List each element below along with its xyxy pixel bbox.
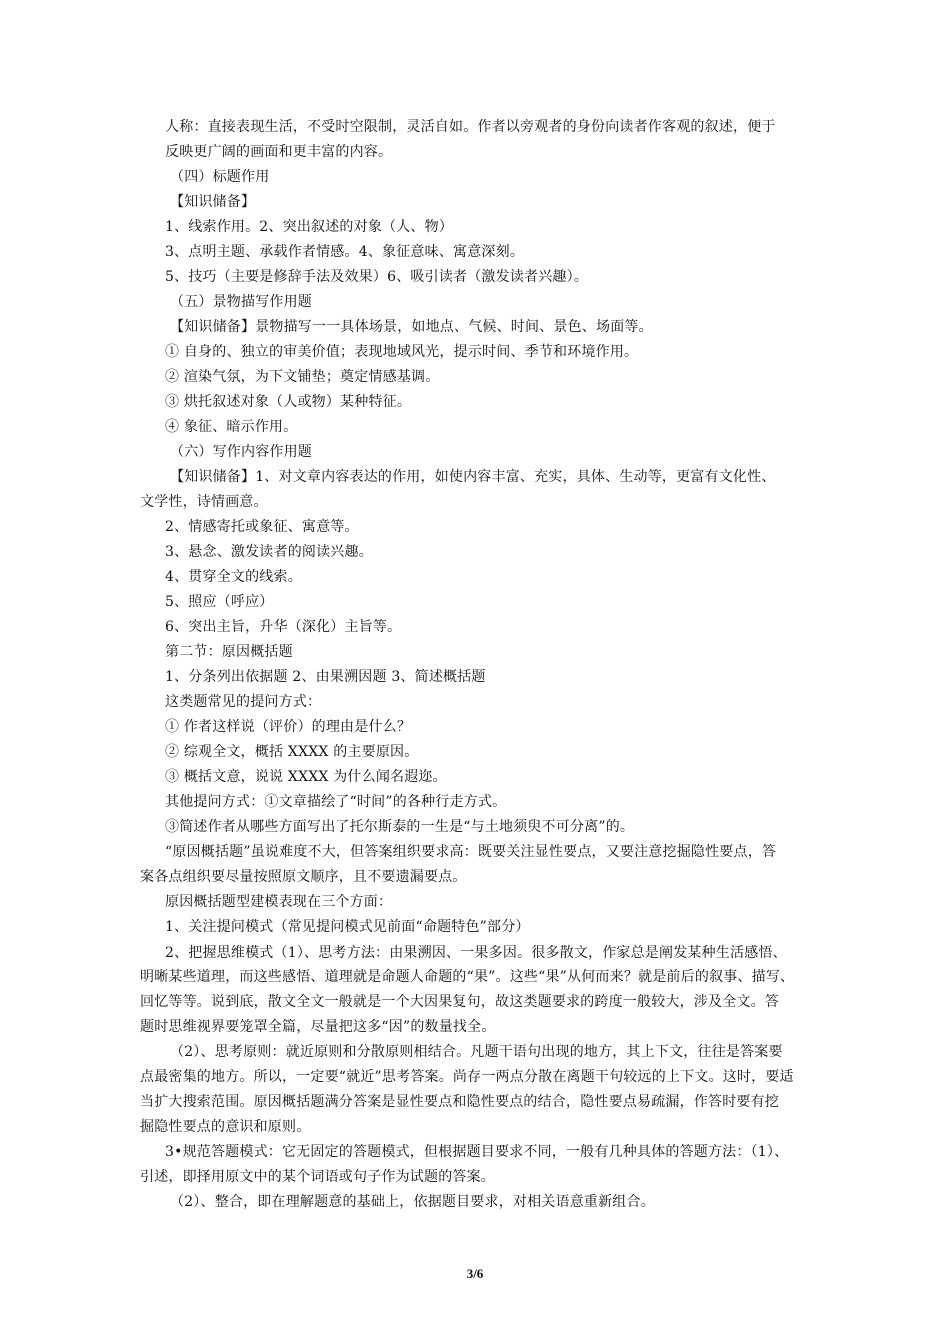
text-line: 回忆等等。说到底，散文全文一般就是一个大因果复句，故这类题要求的跨度一般较大，涉及全文。答 <box>140 994 779 1010</box>
text-line: （2）、思考原则：就近原则和分散原则相结合。凡题干语句出现的地方，其上下文，往往是答案要 <box>170 1044 783 1060</box>
text-line: 明晰某些道理，而这些感悟、道理就是命题人命题的“果”。这些“果”从何而来？就是前后的叙事、描写、 <box>140 969 795 985</box>
text-line: 第二节：原因概括题 <box>165 644 293 660</box>
text-line: 5、照应（呼应） <box>165 594 274 610</box>
text-line: 3、点明主题、承载作者情感。4、象征意味、寓意深刻。 <box>165 244 525 260</box>
text-line: 文学性，诗情画意。 <box>140 494 268 510</box>
text-line: 1、关注提问模式（常见提问模式见前面“命题特色”部分） <box>165 919 530 935</box>
text-line: 点最密集的地方。所以，一定要“就近”思考答案。尚存一两点分散在离题干句较远的上下文。这时，要适 <box>140 1069 794 1085</box>
text-line: 1、分条列出依据题 2、由果溯因题 3、简述概括题 <box>165 669 486 685</box>
text-line: ③ 烘托叙述对象（人或物）某种特征。 <box>165 394 412 410</box>
page-number: 3/6 <box>466 1266 484 1281</box>
text-line: 掘隐性要点的意识和原则。 <box>140 1119 311 1135</box>
text-line: ③ 概括文意，说说 XXXX 为什么闻名遐迩。 <box>165 769 447 785</box>
text-line: ② 综观全文，概括 XXXX 的主要原因。 <box>165 744 419 760</box>
text-line: （五）景物描写作用题 <box>170 294 312 310</box>
text-line: 3•规范答题模式：它无固定的答题模式，但根据题目要求不同，一般有几种具体的答题方法：（1）、 <box>165 1144 789 1160</box>
text-line: ③简述作者从哪些方面写出了托尔斯泰的一生是“与土地须臾不可分离”的。 <box>165 819 635 835</box>
text-line: 5、技巧（主要是修辞手法及效果）6、吸引读者（激发读者兴趣）。 <box>165 269 589 285</box>
text-line: 案各点组织要尽量按照原文顺序，且不要遗漏要点。 <box>140 869 467 885</box>
text-line: 6、突出主旨，升华（深化）主旨等。 <box>165 619 402 635</box>
text-line: 引述，即择用原文中的某个词语或句子作为试题的答案。 <box>140 1169 495 1185</box>
text-line: 【知识储备】景物描写一一具体场景，如地点、气候、时间、景色、场面等。 <box>170 319 653 335</box>
text-line: ④ 象征、暗示作用。 <box>165 419 298 435</box>
text-line: 这类题常见的提问方式： <box>165 694 322 710</box>
text-line: ① 作者这样说（评价）的理由是什么？ <box>165 719 412 735</box>
text-line: 2、情感寄托或象征、寓意等。 <box>165 519 359 535</box>
text-line: （2）、整合，即在理解题意的基础上，依据题目要求，对相关语意重新组合。 <box>170 1194 655 1210</box>
text-line: 3、悬念、激发读者的阅读兴趣。 <box>165 544 373 560</box>
text-line: 其他提问方式：①文章描绘了“时间”的各种行走方式。 <box>165 794 507 810</box>
text-line: 原因概括题型建模表现在三个方面： <box>165 894 393 910</box>
text-line: 【知识储备】1、对文章内容表达的作用，如使内容丰富、充实，具体、生动等，更富有文化性、 <box>170 469 776 485</box>
text-line: 题时思维视界要笼罩全篇，尽量把这多“因”的数量找全。 <box>140 1019 496 1035</box>
text-line: 2、把握思维模式（1）、思考方法：由果溯因、一果多因。很多散文，作家总是阐发某种生活感悟、 <box>165 945 787 961</box>
text-line: 4、贯穿全文的线索。 <box>165 569 302 585</box>
text-line: （四）标题作用 <box>170 169 270 185</box>
text-line: 1、线索作用。2、突出叙述的对象（人、物） <box>165 219 454 235</box>
text-line: 当扩大搜索范围。原因概括题满分答案是显性要点和隐性要点的结合，隐性要点易疏漏，作答时要有挖 <box>140 1094 779 1110</box>
text-line: “原因概括题”虽说难度不大，但答案组织要求高：既要关注显性要点，又要注意挖掘隐性要点，答 <box>165 844 777 860</box>
text-line: ① 自身的、独立的审美价值；表现地域风光，提示时间、季节和环境作用。 <box>165 344 639 360</box>
text-line: 人称：直接表现生活，不受时空限制，灵活自如。作者以旁观者的身份向读者作客观的叙述，便于 <box>165 119 776 135</box>
text-line: （六）写作内容作用题 <box>170 444 312 460</box>
text-line: 反映更广阔的画面和更丰富的内容。 <box>165 144 393 160</box>
text-line: 【知识储备】 <box>170 194 256 210</box>
text-line: ② 渲染气氛，为下文铺垫；奠定情感基调。 <box>165 369 440 385</box>
